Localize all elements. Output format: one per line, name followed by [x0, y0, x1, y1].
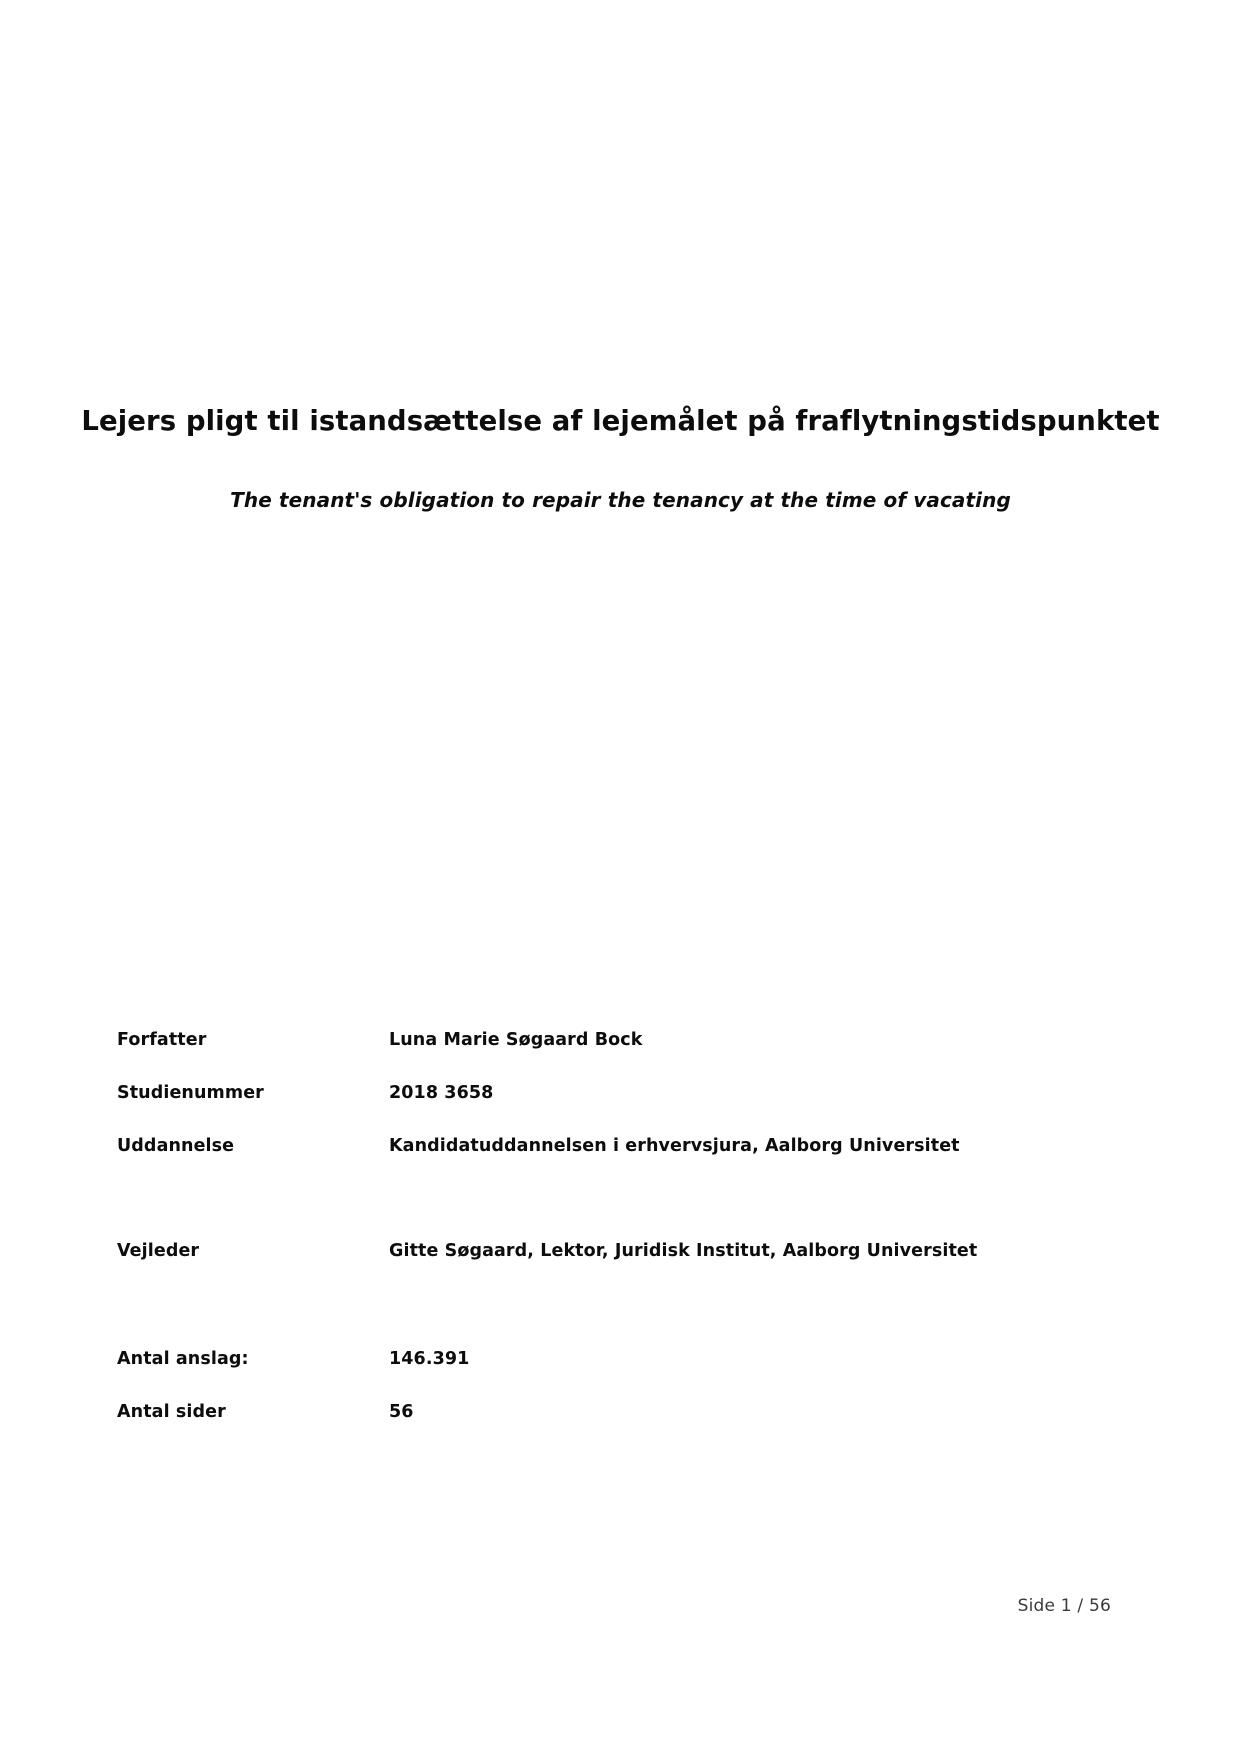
metadata-value: 56: [389, 1402, 414, 1422]
metadata-row-student-number: [117, 1083, 1067, 1103]
metadata-value: Gitte Søgaard, Lektor, Juridisk Institut, Aalborg Universitet: [389, 1241, 978, 1261]
metadata-row-supervisor: [117, 1241, 1067, 1261]
metadata-label: Antal anslag:: [117, 1349, 249, 1369]
metadata-row-page-count: [117, 1402, 1067, 1422]
page-number-footer: Side 1 / 56: [1017, 1596, 1111, 1616]
page-subtitle: The tenant's obligation to repair the tenancy at the time of vacating: [230, 487, 1011, 512]
metadata-value: Kandidatuddannelsen i erhvervsjura, Aalborg Universitet: [389, 1136, 960, 1156]
metadata-value: Luna Marie Søgaard Bock: [389, 1030, 643, 1050]
metadata-label: Antal sider: [117, 1402, 226, 1422]
title-block: [0, 404, 1241, 512]
metadata-row-education: [117, 1136, 1067, 1156]
metadata-value: 146.391: [389, 1349, 470, 1369]
metadata-value: 2018 3658: [389, 1083, 494, 1103]
metadata-block: [117, 1030, 1067, 1422]
metadata-row-author: [117, 1030, 1067, 1050]
metadata-label: Forfatter: [117, 1030, 207, 1050]
metadata-label: Uddannelse: [117, 1136, 235, 1156]
metadata-label: Vejleder: [117, 1241, 200, 1261]
page-title: Lejers pligt til istandsættelse af lejemålet på fraflytningstidspunktet: [81, 405, 1160, 437]
metadata-row-character-count: [117, 1349, 1067, 1369]
metadata-label: Studienummer: [117, 1083, 264, 1103]
